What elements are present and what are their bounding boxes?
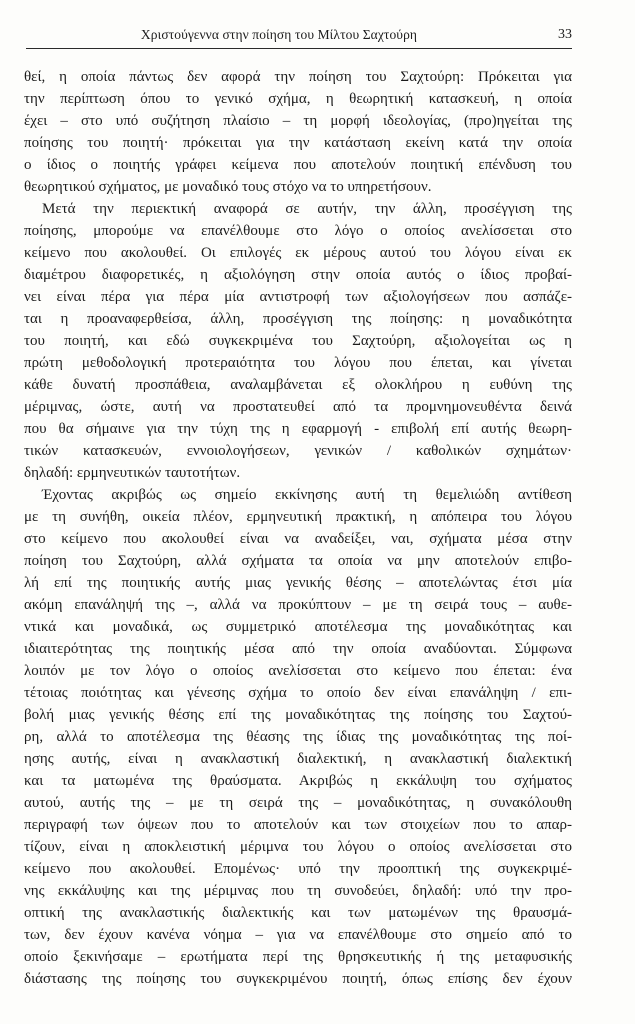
text-line: οποίο ξεκινήσαμε – ερωτήματα περί της θρησκευτικής ή της μεταφυσικής: [24, 949, 572, 965]
text-line: ποίησης, μπορούμε να επανέλθουμε στο λόγο ο οποίος ανελίσσεται στο: [24, 223, 572, 239]
text-line: ρη, αλλά το αποτέλεσμα της θέασης της ίδιας της μοναδικότητας της ποί-: [24, 729, 572, 745]
body-text: [24, 66, 572, 990]
text-line: διάστασης της ποίησης του συγκεκριμένου ποιητή, όπως επίσης δεν έχουν: [24, 971, 572, 987]
text-line: αυτού, αυτής της – με τη σειρά της – μοναδικότητας, η συνακόλουθη: [24, 795, 572, 811]
text-line: τικών κατασκευών, εννοιολογήσεων, γενικών / καθολικών σχημάτων·: [24, 443, 572, 459]
text-line: κείμενο που ακολουθεί. Επομένως· υπό την προοπτική της συγκεκριμέ-: [24, 861, 572, 877]
text-line: μέριμνας, ώστε, αυτή να προστατευθεί από τα προμνημονευθέντα δεινά: [24, 399, 572, 415]
text-line: λή επί της ποιητικής αυτής μιας γενικής θέσης – αποτελώντας έτσι μία: [24, 575, 572, 591]
text-line: πρώτη μεθοδολογική προτεραιότητα του λόγου που έπεται, και γίνεται: [24, 355, 572, 371]
text-line: Μετά την περιεκτική αναφορά σε αυτήν, την άλλη, προσέγγιση της: [42, 201, 572, 217]
text-line: και τα ματωμένα της θραύσματα. Ακριβώς η εκκάλυψη του σχήματος: [24, 773, 572, 789]
running-title: Χριστούγεννα στην ποίηση του Μίλτου Σαχτούρη: [140, 27, 418, 42]
text-line: με τη συνήθη, οικεία πλέον, ερμηνευτική πρακτική, η απόπειρα του λόγου: [24, 509, 572, 525]
text-line: περιγραφή των όψεων που το αποτελούν και των στοιχείων που το απαρ-: [24, 817, 572, 833]
paragraph-2: [24, 198, 572, 484]
text-line: τίζουν, είναι η αποκλειστική μέριμνα του λόγου ο οποίος ανελίσσεται στο: [24, 839, 572, 855]
paragraph-3: [24, 484, 572, 990]
text-line: νει είναι πέρα για πέρα μία αντιστροφή των αξιολογήσεων που ασπάζε-: [24, 289, 572, 305]
text-line: βολή μιας γενικής θέσης επί της μοναδικότητας της ποίησης του Σαχτού-: [24, 707, 572, 723]
text-line: Έχοντας ακριβώς ως σημείο εκκίνησης αυτή τη θεμελιώδη αντίθεση: [42, 487, 572, 503]
text-line: ησης αυτής, είναι η ανακλαστική διαλεκτική, η ανακλαστική διαλεκτική: [24, 751, 572, 767]
text-line: τέτοιας ποιότητας και γένεσης σχήμα το οποίο δεν είναι επανάληψη / επι-: [24, 685, 572, 701]
text-line: δηλαδή: ερμηνευτικών ταυτοτήτων.: [24, 465, 241, 481]
text-line: των, δεν έχουν κανένα νόημα – για να επανέλθουμε στο σημείο από το: [24, 927, 572, 943]
text-line: του ποιητή, και εδώ συγκεκριμένα του Σαχτούρη, αξιολογείται ως η: [24, 333, 572, 349]
text-line: ο ίδιος ο ποιητής γράφει κείμενα που αποτελούν ποιητική επένδυση του: [24, 157, 572, 173]
text-line: ται η προαναφερθείσα, άλλη, προσέγγιση της ποίησης: η μοναδικότητα: [24, 311, 572, 327]
text-line: στο κείμενο που ακολουθεί είναι να αναδείξει, ναι, σχήματα μέσα στην: [24, 531, 572, 547]
paragraph-1: [24, 66, 572, 198]
text-line: ντικά και μοναδικά, ως συμμετρικό αποτέλεσμα της μοναδικότητας και: [24, 619, 572, 635]
running-header: [26, 26, 572, 49]
text-line: ποίηση του Σαχτούρη, αλλά σχήματα τα οποία να μην αποτελούν επιβο-: [24, 553, 572, 569]
text-line: που θα σήμαινε για την τύχη της η εφαρμογή - επιβολή επί αυτής θεωρη-: [24, 421, 572, 437]
text-line: έχει – στο υπό συζήτηση πλαίσιο – τη μορφή ιδεολογίας, (προ)ηγείται της: [24, 113, 572, 129]
text-line: διαμέτρου διαφορετικές, η αξιολόγηση στην οποία αυτός ο ίδιος προβαί-: [24, 267, 572, 283]
text-line: οπτική της ανακλαστικής διαλεκτικής και των ματωμένων της θραυσμά-: [24, 905, 572, 921]
text-line: ακόμη επανάληψή της –, αλλά να προκύπτουν – με τη σειρά τους – αυθε-: [24, 597, 572, 613]
text-line: κείμενο που ακολουθεί. Οι επιλογές εκ μέρους αυτού του λόγου είναι εκ: [24, 245, 572, 261]
text-line: λοιπόν με τον λόγο ο οποίος ανελίσσεται στο κείμενο που έπεται: ένα: [24, 663, 572, 679]
text-line: κάθε δυνατή προσπάθεια, αναλαμβάνεται εξ ολοκλήρου η ευθύνη της: [24, 377, 572, 393]
text-line: θεωρητικού σχήματος, με μοναδικό τους στόχο να το υπηρετήσουν.: [24, 179, 432, 195]
text-line: την περίπτωση όπου το γενικό σχήμα, η θεωρητική κατασκευή, η οποία: [24, 91, 572, 107]
page-number: 33: [558, 27, 572, 42]
text-line: νης εκκάλυψης και της μέριμνας που τη συνοδεύει, δηλαδή: υπό την προ-: [24, 883, 572, 899]
text-line: ιδιαιτερότητας της ποιητικής μέσα από την οποία αναδύονται. Σύμφωνα: [24, 641, 572, 657]
text-line: θεί, η οποία πάντως δεν αφορά την ποίηση του Σαχτούρη: Πρόκειται για: [24, 69, 572, 85]
text-line: ποίησης του ποιητή· πρόκειται για την κατάσταση εκείνη κατά την οποία: [24, 135, 572, 151]
